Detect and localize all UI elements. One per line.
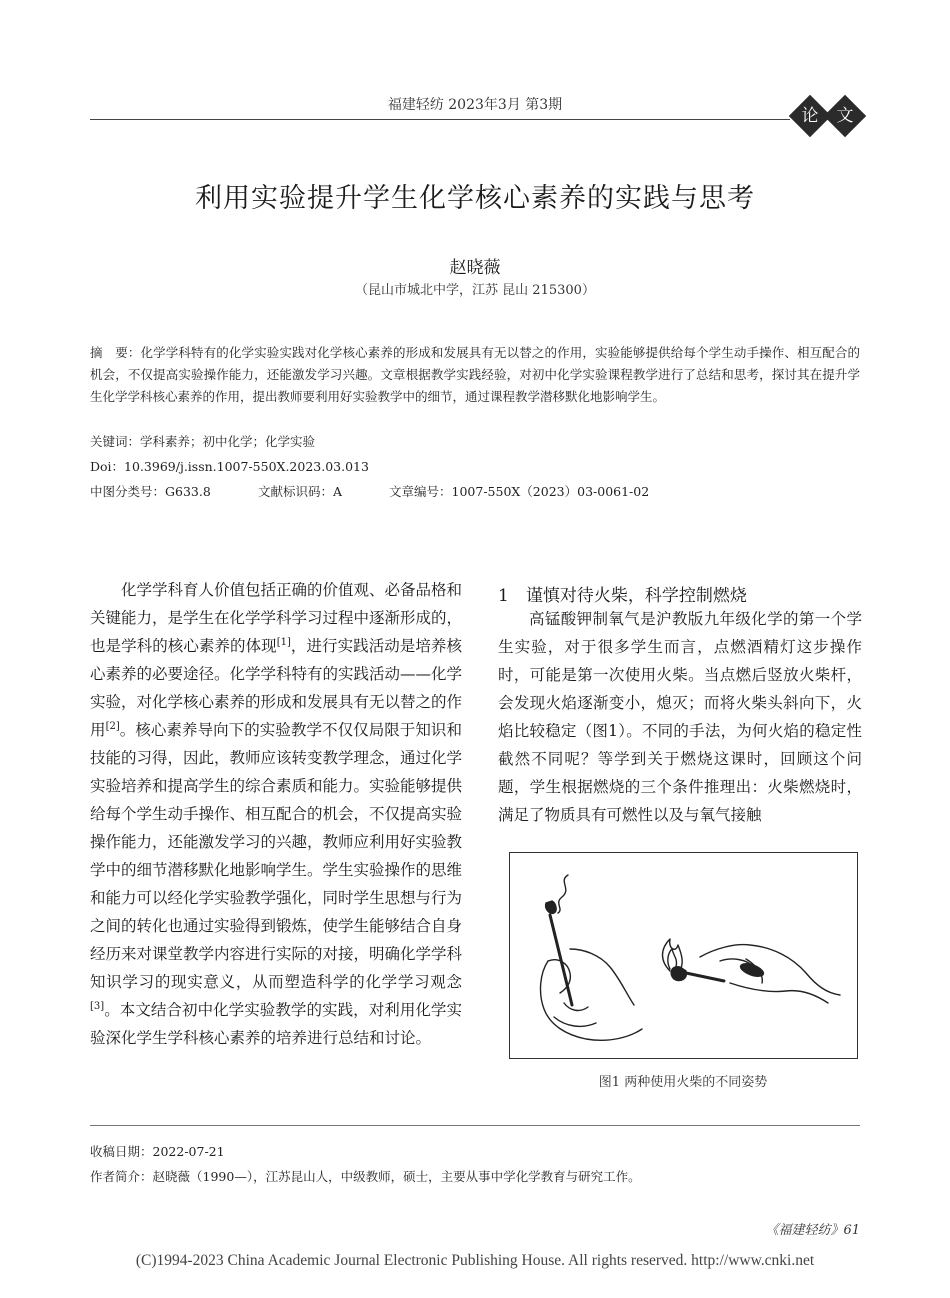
abstract-label: 摘 要： [90,345,141,360]
received-date: 2022-07-21 [152,1144,225,1159]
intro-text-4: 。本文结合初中化学实验教学的实践，对利用化学实验深化学生学科核心素养的培养进行总结和讨论。 [90,1001,462,1047]
left-palm-line [554,1017,596,1026]
intro-text-3: 。核心素养导向下的实验教学不仅仅局限于知识和技能的习得，因此，教师应该转变教学理念，通过化学实验培养和提高学生的综合素质和能力。实验能够提供给每个学生动手操作、相互配合的机会，不仅提高实验操作能力，还能激发学习的兴趣，教师应利用好实验教学中的细节潜移默化地影响学生。学生实验操作的思维和能力可以经化学实验教学强化，同时学生思想与行为之间的转化也通过实验得到锻炼，使学生能够结合自身经历来对课堂教学内容进行实际的对接，明确化学学科知识学习的现实意义，从而塑造科学的化学学习观念 [90,721,463,991]
footnote-rule [90,1125,860,1126]
section-heading-1: 1 谨慎对待火柴，科学控制燃烧 [498,586,747,606]
abstract-text: 化学学科特有的化学实验实践对化学核心素养的形成和发展具有无以替之的作用，实验能够提供给每个学生动手操作、相互配合的机会，不仅提高实验操作能力，还能激发学习兴趣。文章根据教学实践经验，对初中化学实验课程教学进行了总结和思考，探讨其在提升学生化学学科核心素养的作用，提出教师要利用好实验教学中的细节，通过课程教学潜移默化地影响学生。 [90,345,860,404]
classification-line [90,482,211,500]
doi-line [90,457,369,475]
section-1-paragraph: 高锰酸钾制氧气是沪教版九年级化学的第一个学生实验，对于很多学生而言，点燃酒精灯这步操作时，可能是第一次使用火柴。当点燃后竖放火柴杆，会发现火焰逐渐变小，熄灭；而将火柴头斜向下，火焰比较稳定（图1）。不同的手法，为何火焰的稳定性截然不同呢？等学到关于燃烧这课时，回顾这个问题，学生根据燃烧的三个条件推理出：火柴燃烧时，满足了物质具有可燃性以及与氧气接触 [498,610,862,824]
copyright-notice: (C)1994-2023 China Academic Journal Electronic Publishing House. All rights reserved. http://www.cnki.net [135,1252,815,1269]
received-date-line [90,1142,225,1160]
author-bio-line [90,1167,641,1185]
article-no-label: 文章编号： [389,484,452,499]
intro-text-2: ，进行实践活动是培养核心素养的必要途径。化学学科特有的实践活动——化学实验，对化学核心素养的形成和发展具有无以替之的作用 [90,637,463,739]
badge-char-lun: 论 [801,106,819,126]
keywords-label: 关键词： [90,434,141,449]
keywords: 学科素养；初中化学；化学实验 [140,434,316,449]
received-label: 收稿日期： [90,1144,153,1159]
journal-header: 福建轻纺 2023年3月 第3期 [387,97,563,113]
citation-1: [1] [276,636,291,648]
bio-label: 作者简介： [90,1169,153,1184]
keywords-line [90,432,315,450]
right-hand-top [700,945,840,995]
upright-match-head [546,901,557,913]
author-name: 赵晓薇 [449,258,501,278]
intro-text-1: 化学学科育人价值包括正确的价值观、必备品格和关键能力，是学生在化学学科学习过程中逐渐形成的，也是学科的核心素养的体现 [90,581,463,655]
author-bio: 赵晓薇（1990—），江苏昆山人，中级教师，硕士，主要从事中学化学教育与研究工作。 [152,1169,641,1184]
tilted-match [686,973,724,981]
abstract [90,342,860,408]
doi-label: Doi： [90,459,125,474]
doc-code: A [333,484,343,499]
article-no: 1007-550X（2023）03-0061-02 [451,484,650,499]
figure-caption: 图1 两种使用火柴的不同姿势 [598,1075,768,1090]
clc-label: 中图分类号： [90,484,166,499]
doc-code-label: 文献标识码： [258,484,334,499]
article-no-line [389,482,649,500]
smoke-wisp [558,875,568,913]
left-knuckle [564,1003,588,1010]
doi: 10.3969/j.issn.1007-550X.2023.03.013 [124,459,369,474]
article-title: 利用实验提升学生化学核心素养的实践与思考 [195,183,755,214]
left-hand-outline [541,961,642,1040]
doc-code-line [258,482,342,500]
flame-inner [668,949,677,969]
citation-3: [3] [90,1000,105,1012]
page-number: 《福建轻纺》61 [765,1223,860,1238]
left-finger-1 [570,949,634,1005]
badge-char-wen: 文 [836,106,854,126]
intro-paragraph [90,576,462,1052]
tilted-match-head [671,967,686,981]
right-hand-bottom [730,983,828,1003]
match-illustration [510,853,857,1058]
header-rule [90,119,790,120]
citation-2: [2] [105,720,120,732]
clc-value: G633.8 [165,484,211,499]
author-affiliation: （昆山市城北中学，江苏 昆山 215300） [355,283,595,298]
figure-1 [509,852,858,1059]
